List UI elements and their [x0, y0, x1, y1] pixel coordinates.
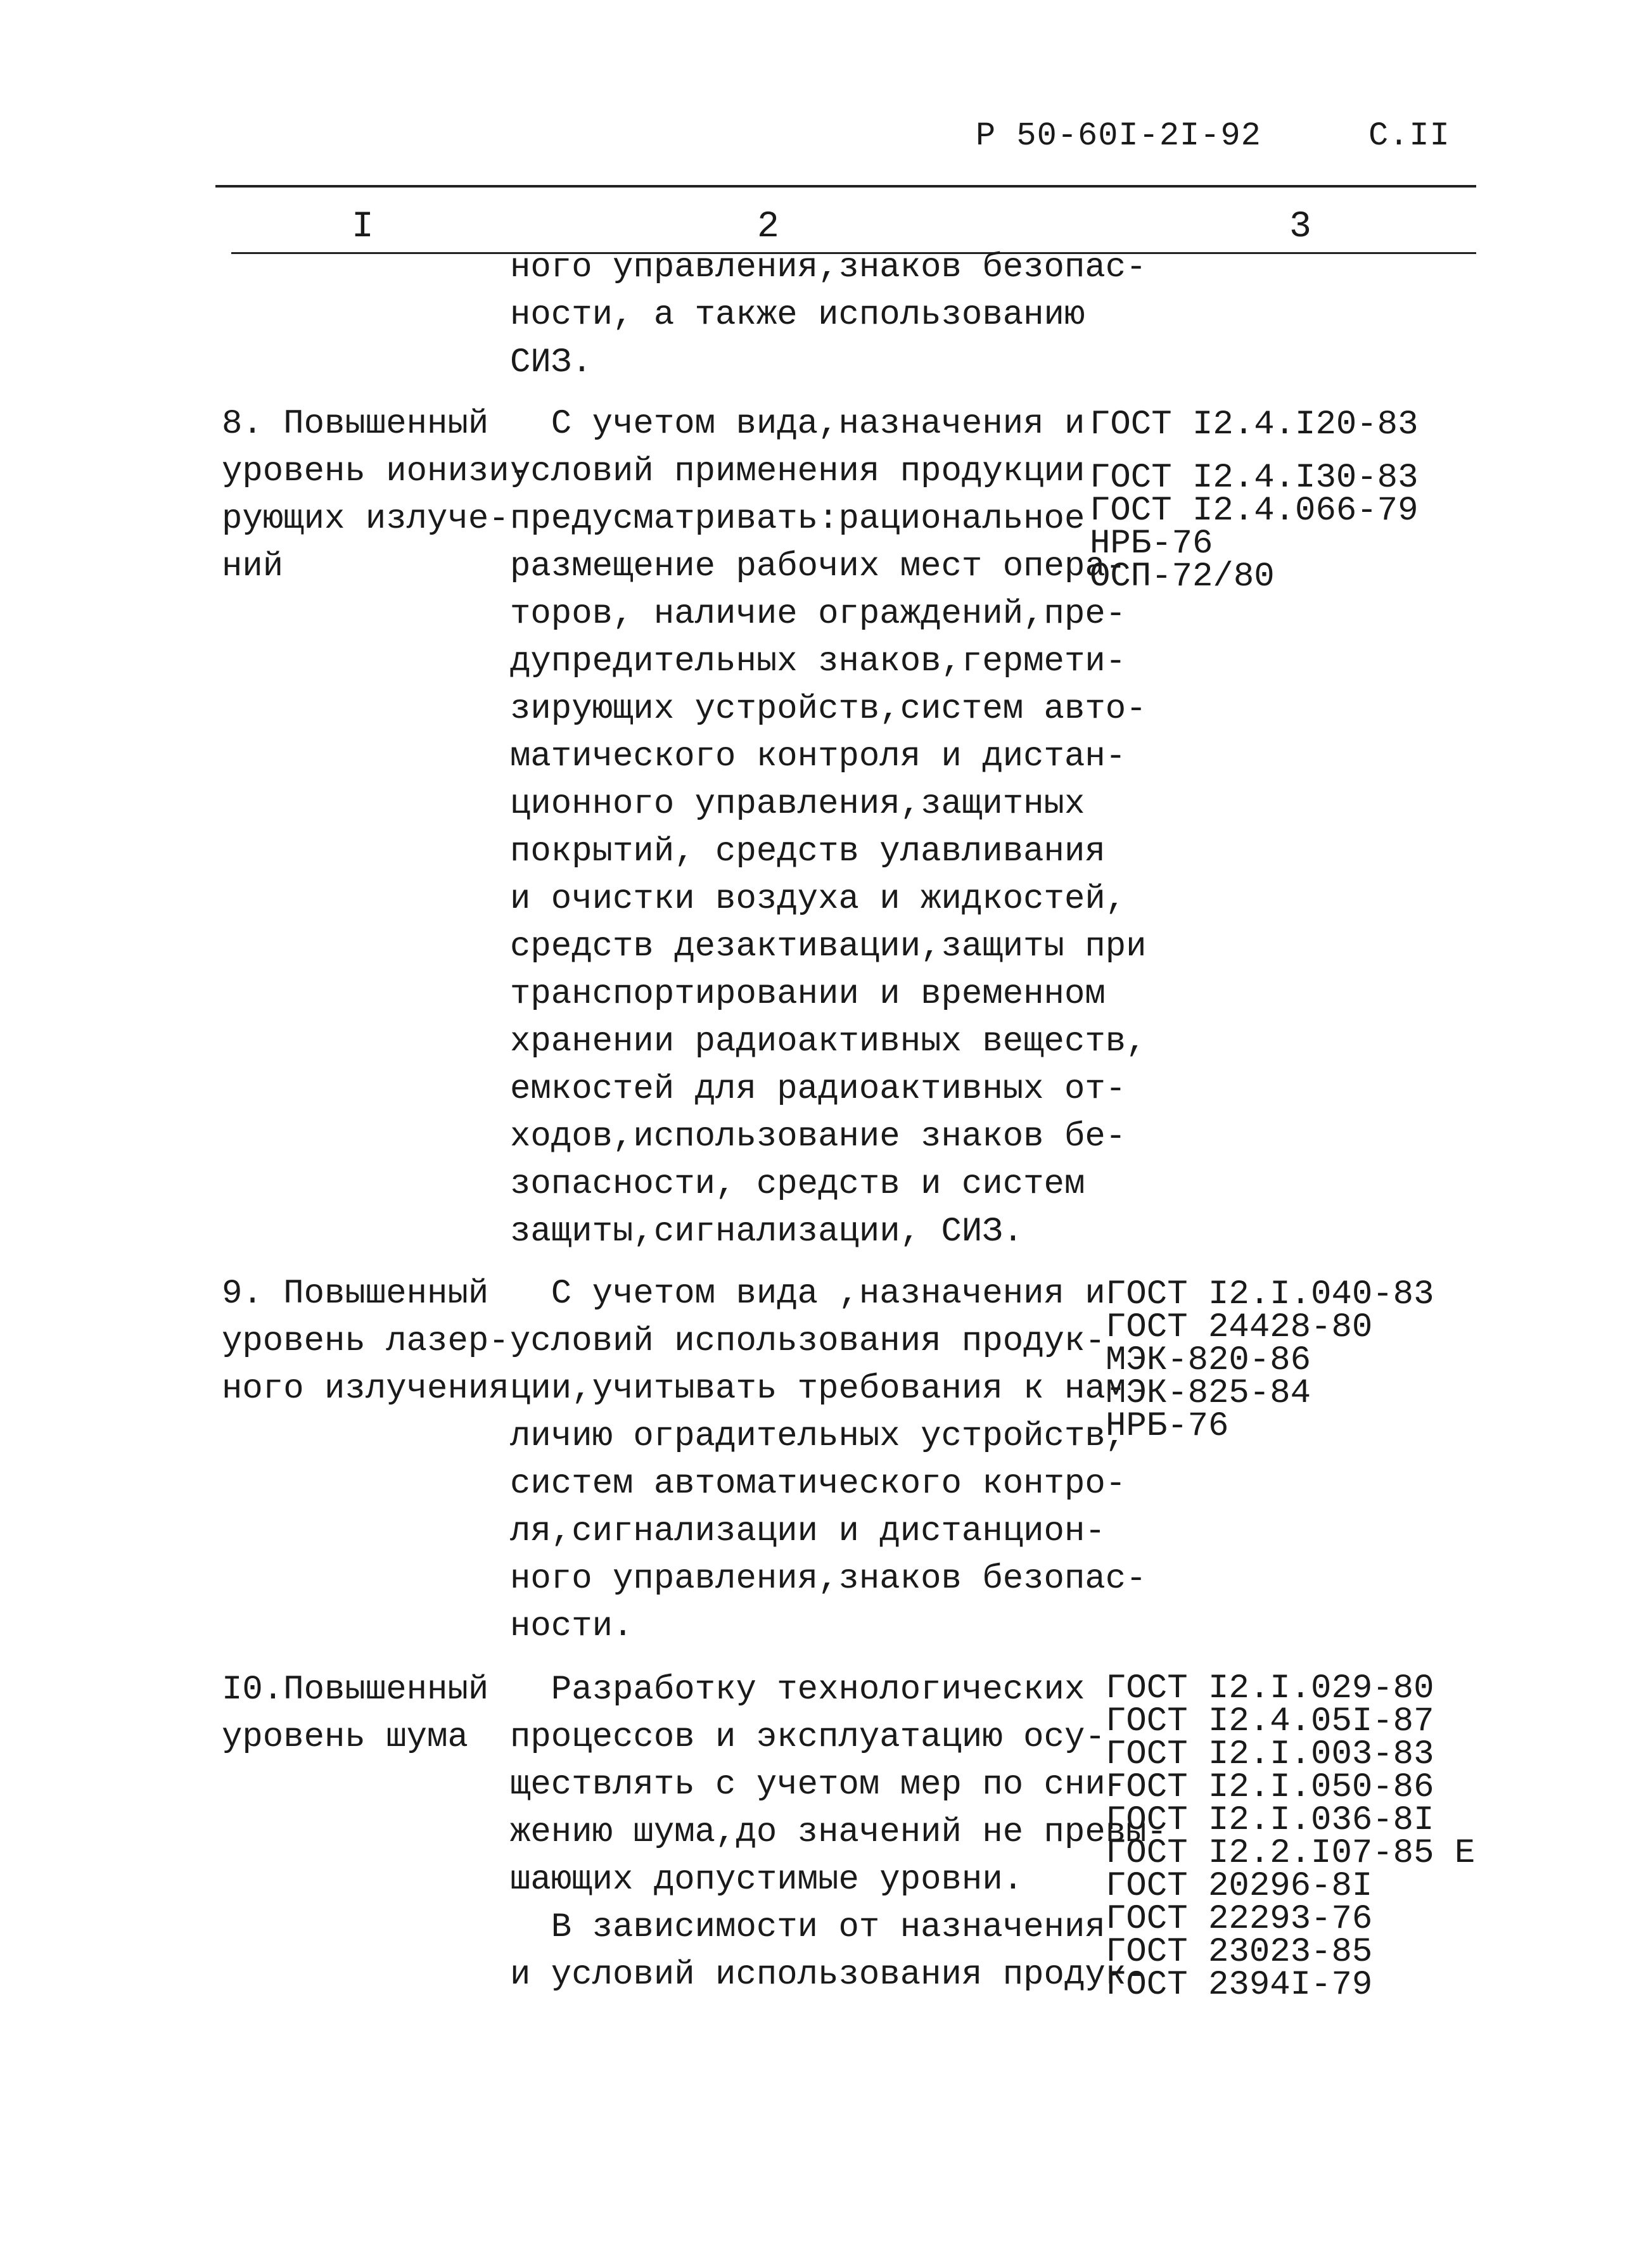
row-8-hazard	[222, 400, 530, 590]
text-line: покрытий, средств улавливания	[510, 832, 1106, 871]
text-line: систем автоматического контро-	[510, 1465, 1126, 1503]
standard-ref: ГОСТ I2.I.029-80	[1106, 1669, 1434, 1708]
row-9-standards	[1106, 1275, 1460, 1446]
text-line: защиты,сигнализации, СИЗ.	[510, 1213, 1024, 1251]
text-line: ний	[222, 547, 284, 586]
text-line: емкостей для радиоактивных от-	[510, 1070, 1126, 1109]
standard-ref: ГОСТ 22293-76	[1106, 1900, 1373, 1939]
standard-ref: ГОСТ 23023-85	[1106, 1933, 1373, 1972]
text-line: условий применения продукции	[510, 452, 1085, 491]
text-line: Разработку технологических	[510, 1671, 1085, 1709]
text-line: ции,учитывать требования к на-	[510, 1370, 1126, 1408]
column-number-3: 3	[1289, 207, 1311, 248]
text-line: СИЗ.	[510, 343, 592, 382]
text-line: средств дезактивации,защиты при	[510, 927, 1147, 966]
standard-ref: ГОСТ I2.2.I07-85 Е	[1106, 1834, 1476, 1873]
text-line: личию оградительных устройств,	[510, 1417, 1126, 1456]
text-line: предусматривать:рациональное	[510, 500, 1085, 538]
text-line: 8. Повышенный	[222, 405, 489, 443]
text-line: уровень шума	[222, 1718, 468, 1757]
standard-ref: НРБ-76	[1090, 525, 1213, 563]
column-number-2: 2	[757, 207, 779, 248]
text-line: рующих излуче-	[222, 500, 509, 538]
text-line: С учетом вида,назначения и	[510, 405, 1085, 443]
text-line: и очистки воздуха и жидкостей,	[510, 880, 1126, 919]
text-line: размещение рабочих мест опера-	[510, 547, 1126, 586]
text-line: ного управления,знаков безопас-	[510, 1560, 1147, 1598]
text-line: ходов,использование знаков бе-	[510, 1118, 1126, 1156]
standard-ref: ГОСТ I2.4.066-79	[1090, 492, 1419, 530]
text-line: ля,сигнализации и дистанцион-	[510, 1512, 1106, 1551]
standard-ref: ГОСТ 20296-8I	[1106, 1867, 1373, 1906]
column-number-1: I	[352, 207, 374, 248]
row-10-requirements	[510, 1666, 1167, 1999]
row-8-requirements	[510, 400, 1147, 1256]
standard-ref: ОСП-72/80	[1090, 557, 1275, 596]
standard-ref: ГОСТ I2.4.05I-87	[1106, 1702, 1434, 1741]
standard-ref: ГОСТ I2.I.040-83	[1106, 1275, 1434, 1314]
text-line: В зависимости от назначения	[510, 1908, 1106, 1947]
text-line: 9. Повышенный	[222, 1275, 489, 1313]
row-9-hazard	[222, 1270, 509, 1413]
text-line: хранении радиоактивных веществ,	[510, 1023, 1147, 1061]
standard-ref: ГОСТ 24428-80	[1106, 1308, 1373, 1347]
text-line: процессов и эксплуатацию осу-	[510, 1718, 1106, 1757]
text-line: дупредительных знаков,гермети-	[510, 642, 1126, 681]
document-number: Р 50-60I-2I-92	[976, 117, 1261, 155]
text-line: С учетом вида ,назначения и	[510, 1275, 1106, 1313]
text-line: уровень лазер-	[222, 1322, 509, 1361]
row-8-standards	[1090, 405, 1444, 596]
standard-ref: ГОСТ I2.4.I30-83	[1090, 459, 1419, 497]
standard-ref: МЭК-820-86	[1106, 1341, 1311, 1380]
text-line: зопасности, средств и систем	[510, 1165, 1085, 1204]
standard-ref: ГОСТ I2.I.003-83	[1106, 1735, 1434, 1774]
standard-ref: ГОСТ I2.I.036-8I	[1106, 1801, 1434, 1840]
text-line: зирующих устройств,систем авто-	[510, 690, 1147, 729]
text-line: транспортировании и временном	[510, 975, 1106, 1014]
text-line: матического контроля и дистан-	[510, 737, 1126, 776]
standard-ref: МЭК-825-84	[1106, 1374, 1311, 1413]
top-rule	[215, 185, 1476, 188]
text-line: и условий использования продук-	[510, 1956, 1147, 1994]
row-10-standards	[1106, 1669, 1476, 2004]
text-line: I0.Повышенный	[222, 1671, 489, 1709]
page-number: С.II	[1368, 117, 1450, 155]
standard-ref: ГОСТ 2394I-79	[1106, 1966, 1373, 2004]
text-line: ционного управления,защитных	[510, 785, 1085, 824]
text-line: ществлять с учетом мер по сни-	[510, 1766, 1126, 1804]
text-line: жению шума,до значений не превы-	[510, 1813, 1167, 1852]
row-9-requirements	[510, 1270, 1147, 1650]
standard-ref: ГОСТ I2.I.050-86	[1106, 1768, 1434, 1807]
standard-ref: ГОСТ I2.4.I20-83	[1090, 405, 1419, 444]
standard-ref: НРБ-76	[1106, 1407, 1229, 1446]
text-line: ного управления,знаков безопас-	[510, 248, 1147, 287]
text-line: ного излучения	[222, 1370, 509, 1408]
text-line: ности, а также использованию	[510, 296, 1085, 334]
text-line: торов, наличие ограждений,пре-	[510, 595, 1126, 634]
row-10-hazard	[222, 1666, 494, 1761]
continuation-text	[510, 244, 1147, 386]
text-line: ности.	[510, 1607, 634, 1646]
text-line: уровень ионизи-	[222, 452, 530, 491]
text-line: условий использования продук-	[510, 1322, 1106, 1361]
text-line: шающих допустимые уровни.	[510, 1861, 1024, 1899]
